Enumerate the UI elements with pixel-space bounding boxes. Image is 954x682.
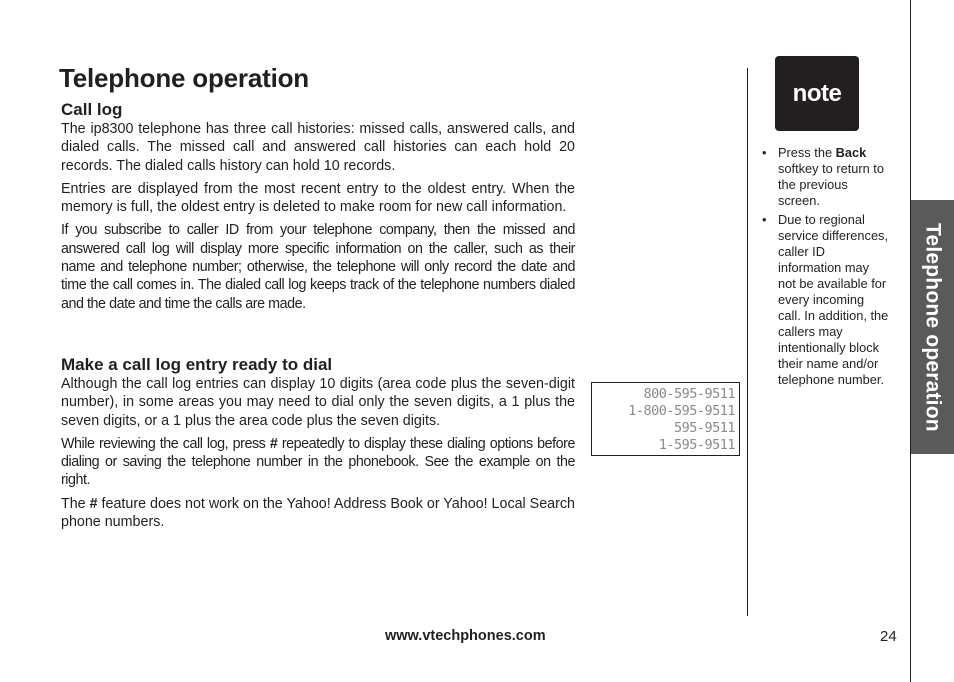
dial-ready-para-3 [61, 495, 575, 532]
pound-key: # [269, 435, 278, 452]
column-divider [747, 68, 748, 616]
call-log-para-3: If you subscribe to caller ID from your telephone company, then the missed and answered call log will display more specific information on the caller, such as their name and telephone number; otherwise, the telephone will only record the date and time the call comes in. The dialed call log keeps track of the telephone numbers dialed and the date and time the calls are made. [61, 222, 575, 312]
display-line-1: 800-595-9511 [643, 386, 735, 402]
note-badge-icon [775, 56, 859, 131]
display-line-4: 1-595-9511 [658, 437, 735, 453]
dial-ready-para-2-text-a: While reviewing the call log, press [61, 435, 270, 452]
call-log-heading: Call log [61, 100, 123, 119]
dial-ready-para-2 [61, 435, 575, 490]
display-line-2: 1-800-595-9511 [628, 403, 735, 419]
dial-ready-para-2-text-b: repeatedly to display these dialing options before dialing or saving the telephone number in the phonebook. See the example on the right. [61, 435, 575, 489]
note-item-regional: • Due to regional service differences, caller ID information may not be available for every incoming call. In addition, the callers may intentionally block their name and/or telephone number. [760, 212, 890, 388]
page-title: Telephone operation [59, 63, 309, 93]
dial-ready-para-1-text: Although the call log entries can display 10 digits (area code plus the seven-digit number), in some areas you may need to dial only the seven digits, a 1 plus the seven digits, or a 1 plus the area code plus the seven digits. [61, 376, 575, 429]
page-number: 24 [880, 628, 897, 645]
call-log-para-1: The ip8300 telephone has three call histories: missed calls, answered calls, and dialed calls. The missed call and answered call histories can each hold 20 records. The dialed calls history can hold 10 records. [61, 121, 575, 174]
dial-ready-para-1 [61, 375, 575, 430]
note-item-back [760, 145, 890, 209]
call-log-section [61, 100, 575, 318]
footer-url: www.vtechphones.com [385, 628, 546, 644]
call-log-para-2: Entries are displayed from the most recent entry to the oldest entry. When the memory is full, the oldest entry is deleted to make room for new call information. [61, 180, 575, 216]
dial-ready-heading: Make a call log entry ready to dial [61, 355, 333, 374]
dial-ready-para-3-text-b: feature does not work on the Yahoo! Address Book or Yahoo! Local Search phone numbers. [61, 495, 575, 531]
back-softkey-label: Back [835, 145, 867, 160]
note-item-1-text-a: Press the [778, 145, 836, 160]
display-line-3: 595-9511 [673, 420, 735, 436]
note-badge-label: note [792, 79, 842, 107]
handset-display-example [591, 382, 740, 456]
pound-key: # [89, 495, 98, 512]
note-item-1-text-b: softkey to return to the previous screen. [778, 161, 884, 208]
dial-ready-section [61, 355, 575, 536]
section-side-tab [911, 200, 954, 454]
note-list [760, 145, 890, 391]
side-tab-label: Telephone operation [921, 222, 945, 432]
dial-ready-para-3-text-a: The [61, 495, 90, 512]
